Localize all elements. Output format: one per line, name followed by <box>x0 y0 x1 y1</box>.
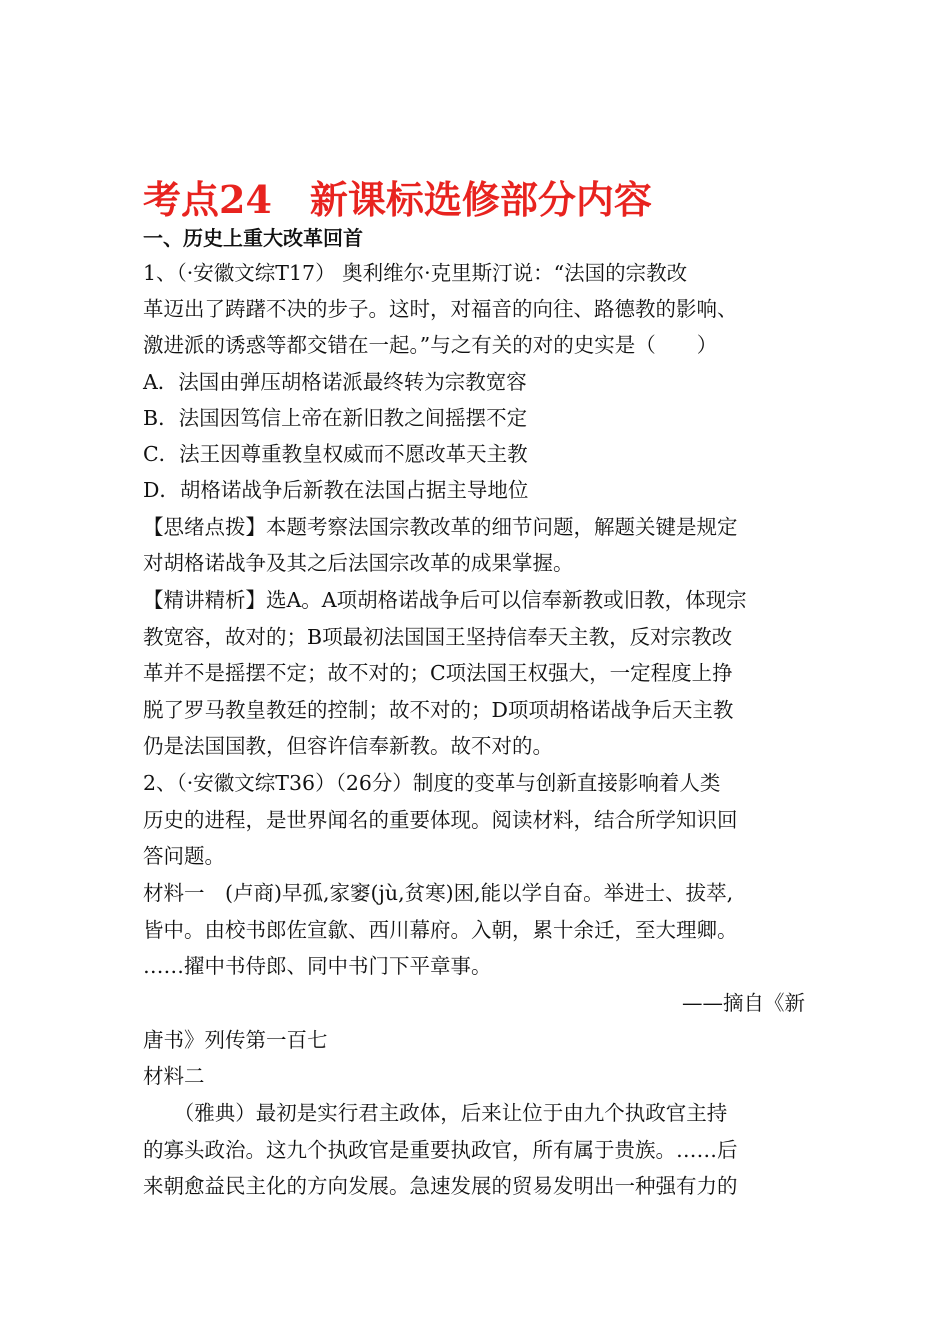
material-1-line: 皆中。由校书郎佐宣歙、西川幕府。入朝，累十余迁，至大理卿。 <box>143 918 738 942</box>
analysis-line: 【精讲精析】选A。A项胡格诺战争后可以信奉新教或旧教，体现宗 <box>143 588 747 612</box>
material-2-line: 的寡头政治。这九个执政官是重要执政官，所有属于贵族。……后 <box>143 1138 738 1162</box>
question-1-line: 激进派的诱惑等都交错在一起。”与之有关的对的史实是（ ） <box>143 333 718 357</box>
analysis-line: 仍是法国国教，但容许信奉新教。故不对的。 <box>143 734 553 758</box>
material-2-label: 材料二 <box>143 1064 205 1088</box>
section-heading: 一、历史上重大改革回首 <box>143 226 363 250</box>
material-1-line: ……擢中书侍郎、同中书门下平章事。 <box>143 954 492 978</box>
page-title: 考点24 新课标选修部分内容 <box>143 177 652 222</box>
question-2-line: 2、（·安徽文综T36）（26分）制度的变革与创新直接影响着人类 <box>143 771 721 795</box>
question-1-line: 1、（·安徽文综T17） 奥利维尔·克里斯汀说：“法国的宗教改 <box>143 261 688 285</box>
citation-line: ——摘自《新 <box>682 991 805 1015</box>
option-b: B．法国因笃信上帝在新旧教之间摇摆不定 <box>143 406 528 430</box>
question-1-line: 革迈出了踌躇不决的步子。这时，对福音的向往、路德教的影响、 <box>143 297 738 321</box>
material-1-line: 材料一 (卢商)早孤,家窭(jù,贫寒)困,能以学自奋。举进士、拔萃, <box>143 881 734 905</box>
material-2-line: （雅典）最初是实行君主政体，后来让位于由九个执政官主持 <box>143 1101 728 1125</box>
option-d: D．胡格诺战争后新教在法国占据主导地位 <box>143 478 529 502</box>
analysis-line: 教宽容，故对的；B项最初法国国王坚持信奉天主教，反对宗教改 <box>143 625 733 649</box>
analysis-line: 革并不是摇摆不定；故不对的；C项法国王权强大，一定程度上挣 <box>143 661 733 685</box>
analysis-line: 脱了罗马教皇教廷的控制；故不对的；D项项胡格诺战争后天主教 <box>143 698 734 722</box>
question-2-line: 历史的进程，是世界闻名的重要体现。阅读材料，结合所学知识回 <box>143 808 738 832</box>
option-a: A．法国由弹压胡格诺派最终转为宗教宽容 <box>143 370 527 394</box>
option-c: C．法王因尊重教皇权威而不愿改革天主教 <box>143 442 528 466</box>
question-2-line: 答问题。 <box>143 844 225 868</box>
hint-line: 对胡格诺战争及其之后法国宗改革的成果掌握。 <box>143 551 574 575</box>
hint-line: 【思绪点拨】本题考察法国宗教改革的细节问题，解题关键是规定 <box>143 515 738 539</box>
citation-line: 唐书》列传第一百七 <box>143 1028 328 1052</box>
material-2-line: 来朝愈益民主化的方向发展。急速发展的贸易发明出一种强有力的 <box>143 1174 738 1198</box>
